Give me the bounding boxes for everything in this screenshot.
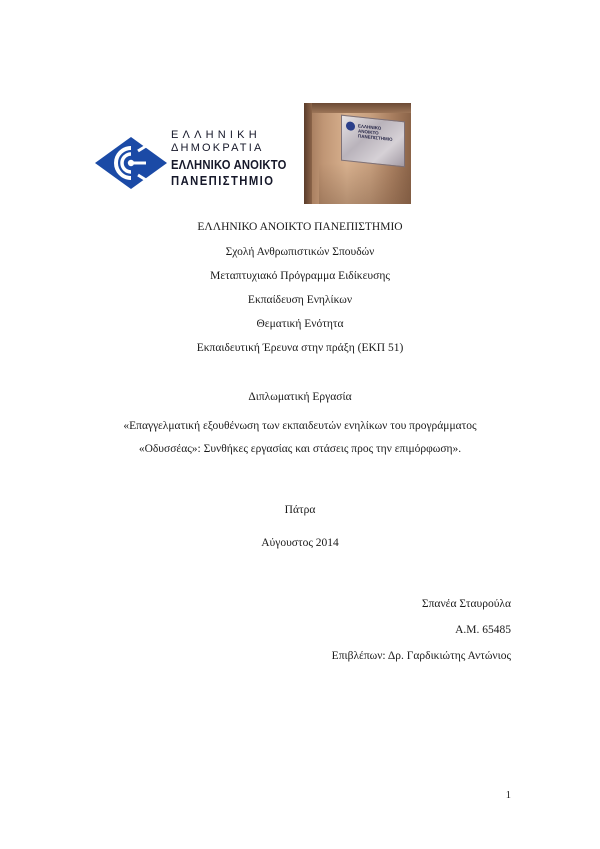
sign-text: ΕΛΛΗΝΙΚΟ ΑΝΟΙΚΤΟ ΠΑΝΕΠΙΣΤΗΜΙΟ [358,123,393,143]
eap-emblem-icon [94,136,168,190]
university-logo [94,130,294,194]
university-name: ΕΛΛΗΝΙΚΟ ΑΝΟΙΚΤΟ ΠΑΝΕΠΙΣΤΗΜΙΟ [197,221,403,233]
student-id: Α.Μ. 65485 [455,624,511,636]
photo-shadow [319,163,411,204]
module-name: Εκπαιδευτική Έρευνα στην πράξη (ΕΚΠ 51) [196,342,404,354]
logo-wordmark [171,130,299,187]
logo-line-3: ΕΛΛΗΝΙΚΟ ΑΝΟΙΚΤΟ [171,158,287,172]
specialization-name: Εκπαίδευση Ενηλίκων [247,294,353,306]
page-number: 1 [505,790,511,801]
thesis-title-line-1: «Επαγγελματική εξουθένωση των εκπαιδευτών ενηλίκων του προγράμματος [123,420,477,432]
supervisor: Επιβλέπων: Δρ. Γαρδικιώτης Αντώνιος [331,650,511,662]
thesis-title-line-2: «Οδυσσέας»: Συνθήκες εργασίας και στάσεις προς την επιμόρφωση». [138,443,462,455]
thesis-type: Διπλωματική Εργασία [248,391,352,403]
university-sign-photo [304,103,411,204]
photo-door-frame [304,103,312,204]
module-label: Θεματική Ενότητα [256,318,344,330]
author-name: Σπανέα Σταυρούλα [421,598,511,610]
logo-line-2: ΔΗΜΟΚΡΑΤΙΑ [171,142,264,154]
photo-top-band [304,103,411,113]
city: Πάτρα [284,504,316,516]
program-name: Μεταπτυχιακό Πρόγραμμα Ειδίκευσης [210,270,390,282]
sign-emblem-icon [346,121,355,131]
school-name: Σχολή Ανθρωπιστικών Σπουδών [225,246,375,258]
photo-sign-plaque [341,115,405,168]
logo-line-4: ΠΑΝΕΠΙΣΤΗΜΙΟ [171,173,275,188]
logo-line-1: ΕΛΛΗΝΙΚΗ [171,129,261,141]
date: Αύγουστος 2014 [261,537,339,549]
